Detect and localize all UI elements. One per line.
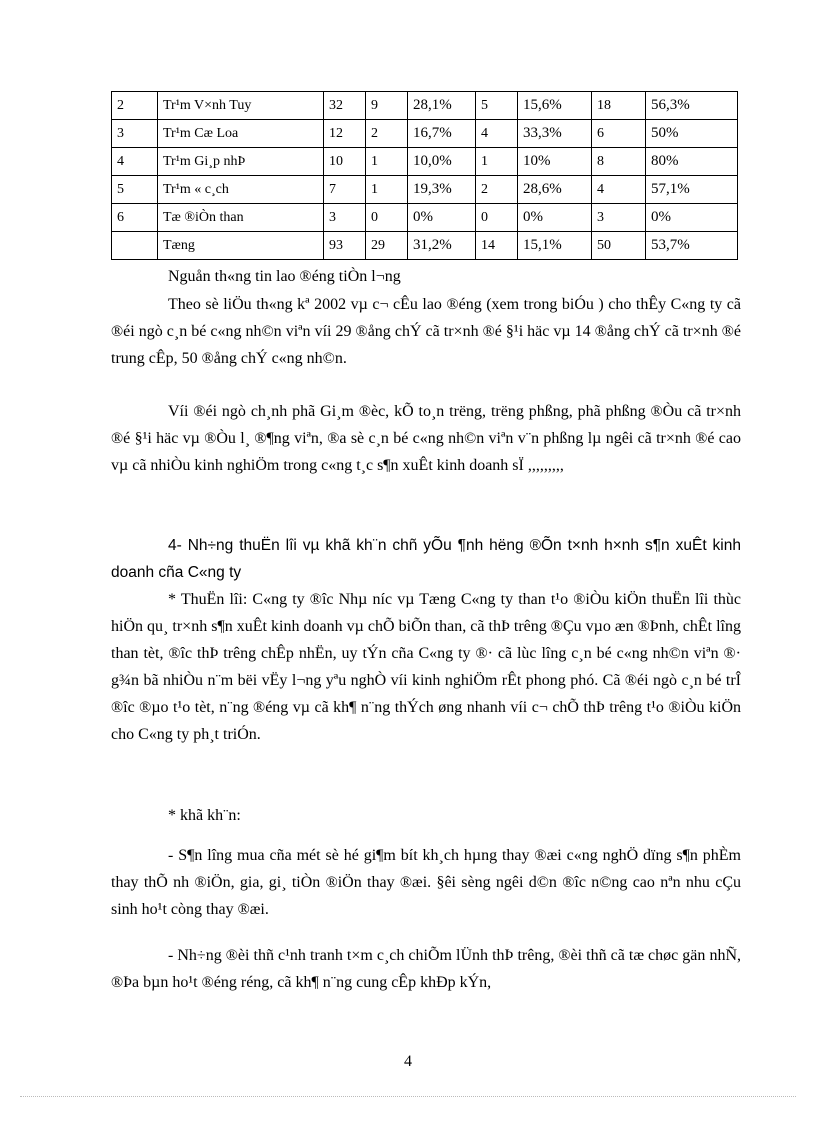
table-cell: 2	[112, 92, 158, 120]
table-cell: 8	[592, 148, 646, 176]
table-cell: 29	[366, 232, 408, 260]
table-cell: Tr¹m Gi¸p nhÞ	[158, 148, 324, 176]
table-cell: 5	[476, 92, 518, 120]
table-cell: 2	[366, 120, 408, 148]
table-cell: 31,2%	[408, 232, 476, 260]
paragraph-management: Víi ®éi ngò ch¸nh phã Gi¸m ®èc, kÕ to¸n trëng, trëng phßng, phã phßng ®Òu cã tr×nh ®é §¹i häc vµ ®Òu l¸ ®¶ng viªn, ®a sè c¸n bé c«ng nh©n viªn v¨n phßng lµ ngêi cã tr×nh ®é cao vµ cã nhiÒu kinh nghiÖm trong c«ng t¸c s¶n xuÊt kinh doanh sÏ ,,,,,,,,,	[111, 403, 741, 474]
table-cell: 0%	[408, 204, 476, 232]
table-row	[112, 176, 738, 204]
table-cell: 32	[324, 92, 366, 120]
table-cell: 0	[366, 204, 408, 232]
page-number: 4	[404, 1053, 412, 1070]
table-cell: 3	[112, 120, 158, 148]
table-cell: 0	[476, 204, 518, 232]
table-cell: 16,7%	[408, 120, 476, 148]
table-cell: 80%	[646, 148, 738, 176]
table-cell: 19,3%	[408, 176, 476, 204]
paragraph-advantages: * ThuËn lîi: C«ng ty ®îc Nhµ níc vµ Tæng C«ng ty than t¹o ®iÒu kiÖn thuËn lîi thùc hiÖn qu¸ tr×nh s¶n xuÊt kinh doanh vµ chÕ biÕn than, cã thÞ trêng ®Çu vµo æn ®Þnh, chÊt lîng than tèt, ®îc thÞ trêng chÊp nhËn, uy tÝn cña C«ng ty ®· cã lùc lîng c¸n bé c«ng nh©n viªn ®· g¾n bã nhiÒu n¨m bëi vËy l¬ng yªu nghÒ víi kinh nghiÖm rÊt phong phó. Cã ®éi ngò c¸n bé trÎ ®îc ®µo t¹o tèt, n¨ng ®éng vµ cã kh¶ n¨ng thÝch øng nhanh víi c¬ chÕ thÞ trêng t¹o ®iÒu kiÖn cho C«ng ty ph¸t triÓn.	[111, 591, 741, 743]
table-cell: 50	[592, 232, 646, 260]
table-cell: 18	[592, 92, 646, 120]
table-row	[112, 204, 738, 232]
table-cell: 28,1%	[408, 92, 476, 120]
table-cell: 1	[476, 148, 518, 176]
table-cell: Tæ ®iÒn than	[158, 204, 324, 232]
table-cell: 12	[324, 120, 366, 148]
table-cell: Tr¹m « c¸ch	[158, 176, 324, 204]
table-cell: 10	[324, 148, 366, 176]
table-cell: Tr¹m Cæ Loa	[158, 120, 324, 148]
table-cell: 0%	[646, 204, 738, 232]
table-cell: 4	[592, 176, 646, 204]
table-cell: 28,6%	[518, 176, 592, 204]
table-cell: 4	[476, 120, 518, 148]
table-cell: 53,7%	[646, 232, 738, 260]
labor-statistics-table	[111, 91, 738, 260]
table-cell: 9	[366, 92, 408, 120]
table-cell: Tr¹m V×nh Tuy	[158, 92, 324, 120]
table-row	[112, 92, 738, 120]
table-cell: 5	[112, 176, 158, 204]
paragraph-difficulty-1: - S¶n lîng mua cña mét sè hé gi¶m bít kh¸ch hµng thay ®æi c«ng nghÖ dïng s¶n phÈm thay thÕ nh ®iÖn, gia, gi¸ tiÒn ®iÖn thay ®æi. §êi sèng ngêi d©n ®îc n©ng cao nªn nhu cÇu sinh ho¹t còng thay ®æi.	[111, 847, 741, 918]
table-cell: 1	[366, 148, 408, 176]
table-cell: 3	[592, 204, 646, 232]
source-note: Nguån th«ng tin lao ®éng tiÒn l¬ng	[168, 268, 401, 285]
section-heading: 4- Nh÷ng thuËn lîi vµ khã kh¨n chñ yÕu ¶nh hëng ®Õn t×nh h×nh s¶n xuÊt kinh doanh cña C«ng ty	[111, 537, 741, 581]
table-cell: 6	[592, 120, 646, 148]
table-total-row	[112, 232, 738, 260]
table-cell	[112, 232, 158, 260]
table-row	[112, 148, 738, 176]
table-cell: 6	[112, 204, 158, 232]
table-cell: 15,6%	[518, 92, 592, 120]
table-cell: 56,3%	[646, 92, 738, 120]
table-cell: 2	[476, 176, 518, 204]
table-cell: 4	[112, 148, 158, 176]
difficulties-heading: * khã kh¨n:	[168, 807, 241, 824]
paragraph-statistics: Theo sè liÖu th«ng kª 2002 vµ c¬ cÊu lao ®éng (xem trong biÓu ) cho thÊy C«ng ty cã ®éi ngò c¸n bé c«ng nh©n viªn víi 29 ®ång chÝ cã tr×nh ®é §¹i häc vµ 14 ®ång chÝ cã tr×nh ®é trung cÊp, 50 ®ång chÝ c«ng nh©n.	[111, 296, 741, 367]
table-cell: 0%	[518, 204, 592, 232]
paragraph-difficulty-2: - Nh÷ng ®èi thñ c¹nh tranh t×m c¸ch chiÕm lÜnh thÞ trêng, ®èi thñ cã tæ chøc gän nhÑ, ®Þa bµn ho¹t ®éng réng, cã kh¶ n¨ng cung cÊp khÐp kÝn,	[111, 947, 741, 991]
table-cell: 10%	[518, 148, 592, 176]
table-cell: 57,1%	[646, 176, 738, 204]
table-cell: 10,0%	[408, 148, 476, 176]
page-bottom-divider	[20, 1096, 796, 1097]
table-cell: 1	[366, 176, 408, 204]
table-cell: 14	[476, 232, 518, 260]
table-cell: 33,3%	[518, 120, 592, 148]
table-cell: 7	[324, 176, 366, 204]
table-cell: Tæng	[158, 232, 324, 260]
table-row	[112, 120, 738, 148]
table-cell: 3	[324, 204, 366, 232]
table-cell: 50%	[646, 120, 738, 148]
table-cell: 93	[324, 232, 366, 260]
table-cell: 15,1%	[518, 232, 592, 260]
